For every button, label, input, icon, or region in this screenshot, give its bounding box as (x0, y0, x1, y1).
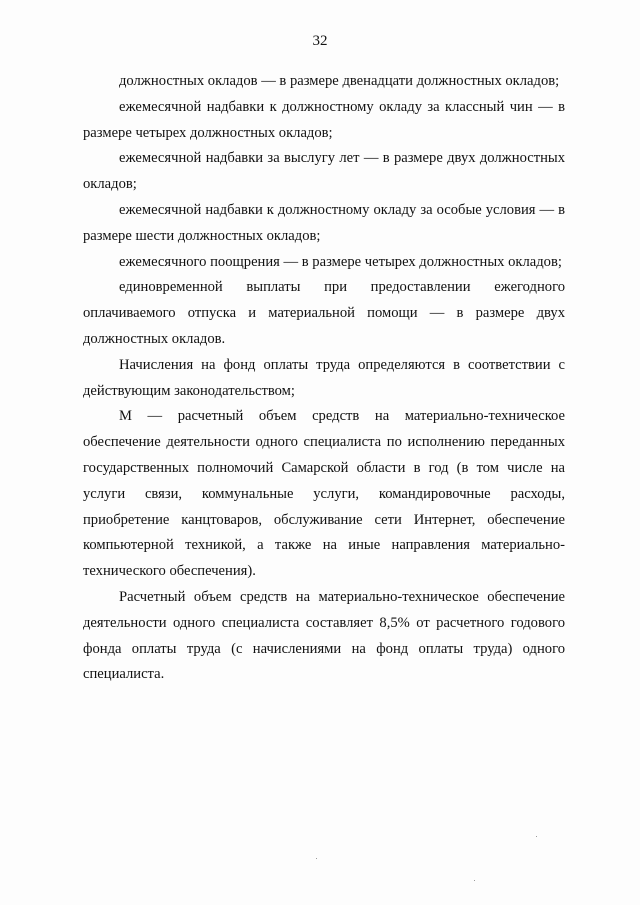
scan-speck (474, 880, 475, 881)
paragraph-class-rank-bonus: ежемесячной надбавки к должностному окладу за классный чин — в размере четырех должностных окладов; (83, 98, 565, 141)
document-body (83, 69, 565, 688)
paragraph-payroll-charges: Начисления на фонд оплаты труда определяются в соответствии с действующим законодательством; (83, 356, 565, 399)
paragraph-official-salaries: должностных окладов — в размере двенадцати должностных окладов; (119, 73, 560, 89)
paragraph-calculation-volume: Расчетный объем средств на материально-техническое обеспечение деятельности одного специалиста составляет 8,5% от расчетного годового фонда оплаты труда (с начислениями на фонд оплаты труда) одного специалиста. (83, 588, 565, 683)
page-number: 32 (312, 33, 328, 49)
scan-speck (316, 858, 317, 859)
scan-speck (536, 836, 537, 837)
paragraph-monthly-incentive: ежемесячного поощрения — в размере четырех должностных окладов; (119, 253, 562, 270)
paragraph-m-definition: М — расчетный объем средств на материально-техническое обеспечение деятельности одного специалиста по исполнению переданных государственных полномочий Самарской области в год (в том числе на услуги связи, коммунальные услуги, командировочные расходы, приобретение канцтоваров, обслуживание сети Интернет, обеспечение компьютерной техникой, а также на иные направления материально-технического обеспечения). (83, 408, 565, 580)
paragraph-vacation-payment: единовременной выплаты при предоставлении ежегодного оплачиваемого отпуска и материальной помощи — в размере двух должностных окладов. (83, 279, 565, 347)
paragraph-special-conditions-bonus: ежемесячной надбавки к должностному окладу за особые условия — в размере шести должностных окладов; (83, 201, 565, 244)
paragraph-seniority-bonus: ежемесячной надбавки за выслугу лет — в размере двух должностных окладов; (83, 150, 565, 193)
